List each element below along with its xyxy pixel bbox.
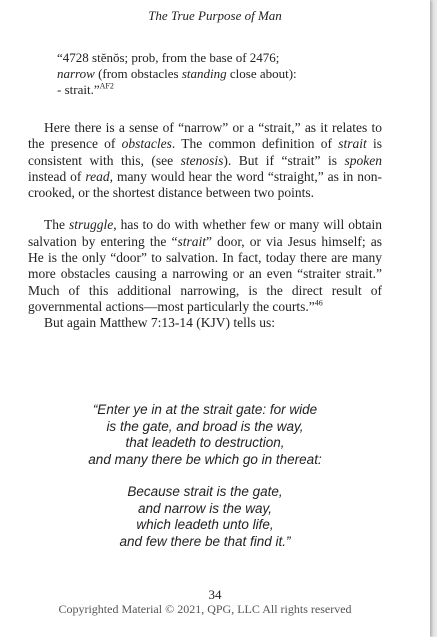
definition-line-3: - strait.”$^{AF2}$ bbox=[57, 81, 114, 97]
quote-line: “Enter ye in at the strait gate: for wide bbox=[92, 402, 318, 417]
definition-italic-standing: standing bbox=[181, 66, 227, 81]
copyright-notice: Copyrighted Material © 2021, QPG, LLC All rights reserved bbox=[58, 602, 352, 616]
quote-line: and narrow is the way, bbox=[137, 500, 273, 516]
strongs-definition-block bbox=[57, 50, 382, 98]
quote-line: and many there be which go in thereat: bbox=[88, 451, 322, 467]
definition-line-2: narrow (from obstacles standing close about): bbox=[57, 66, 297, 81]
quote-line: is the gate, and broad is the way, bbox=[106, 418, 304, 434]
body-text bbox=[28, 120, 382, 332]
paragraph-matthew-intro: But again Matthew 7:13-14 (KJV) tells us: bbox=[44, 315, 275, 331]
footnote-ref-af2: AF2 bbox=[99, 81, 114, 91]
definition-italic-narrow: narrow bbox=[57, 66, 95, 81]
quote-line: and few there be that find it.” bbox=[119, 533, 291, 549]
quote-line: which leadeth unto life, bbox=[136, 517, 274, 532]
footnote-ref-46: 46 bbox=[314, 298, 323, 308]
page-number: 34 bbox=[208, 587, 222, 602]
paragraph-struggle: The struggle, has to do with whether few or many will obtain salvation by entering the “strait” door, or via Jesus himself; as He is the only “door” to salvation. In fact, today there are many more obstacles causing a narrowing or an even “straiter strait.” Much of this additional narrowing, is the direct result of governmental actions—most particularly the courts.”$^{46}$ bbox=[28, 217, 382, 314]
paragraph-strait-meaning: Here there is a sense of “narrow” or a “strait,” as it relates to the presence of obstacles. The common definition of strait is consistent with this, (see stenosis). But if “strait” is spoken instead of read, many would hear the word “straight,” as in non-crooked, or the shortest distance between two points. bbox=[28, 120, 383, 201]
definition-line-1: “4728 stĕnŏs; prob, from the base of 2476; bbox=[57, 50, 280, 65]
quote-stanza-2 bbox=[28, 484, 382, 550]
running-header: The True Purpose of Man bbox=[148, 8, 282, 23]
quote-line: Because strait is the gate, bbox=[127, 484, 283, 499]
quote-stanza-1 bbox=[28, 402, 382, 468]
scripture-quote bbox=[28, 402, 382, 566]
quote-line: that leadeth to destruction, bbox=[125, 435, 285, 450]
